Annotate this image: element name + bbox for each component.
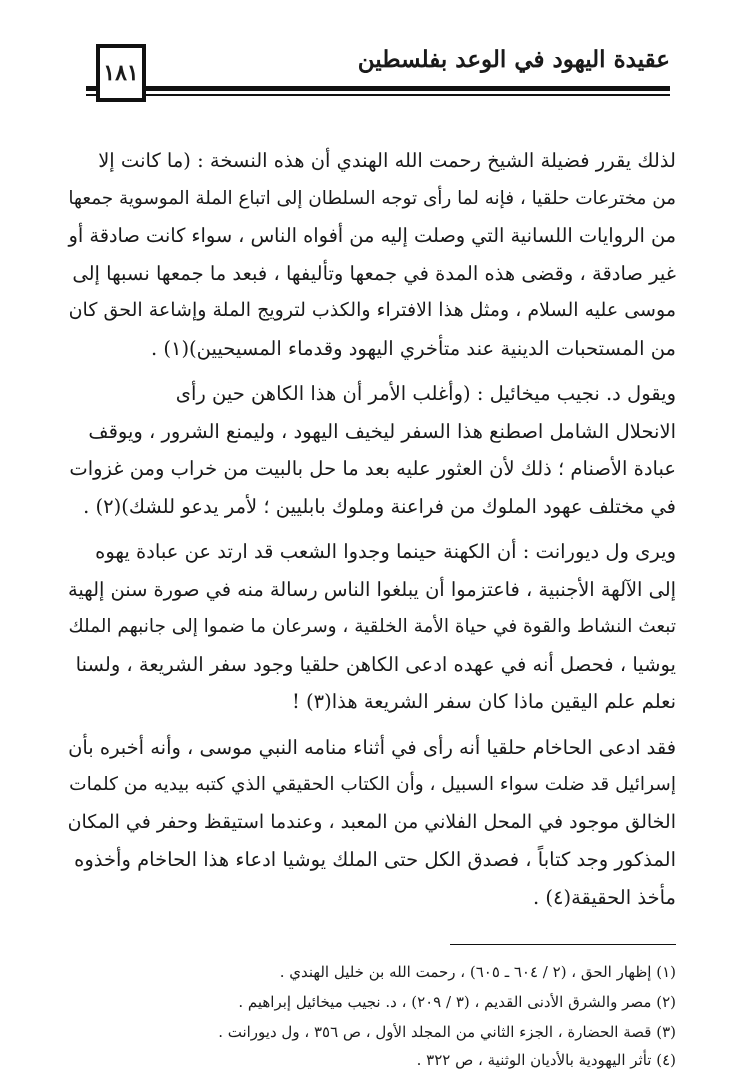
page-number: ١٨١ (96, 44, 146, 102)
paragraph (68, 729, 676, 917)
text-line: من مخترعات حلقيا ، فإنه لما رأى توجه السلطان إلى اتباع الملة الموسوية جمعها (68, 187, 676, 209)
paragraph (68, 533, 676, 721)
paragraph (68, 142, 676, 367)
footnote: (٣) قصة الحضارة ، الجزء الثاني من المجلد الأول ، ص ٣٥٦ ، ول ديورانت . (218, 1023, 676, 1041)
header-rule-thin (86, 94, 670, 96)
paragraph (68, 375, 676, 525)
main-text (68, 142, 676, 924)
text-line: ويرى ول ديورانت : أن الكهنة حينما وجدوا الشعب قد ارتد عن عبادة يهوه (95, 540, 676, 563)
footnote: (١) إظهار الحق ، (٢ / ٦٠٤ ـ ٦٠٥) ، رحمت الله بن خليل الهندي . (279, 963, 676, 981)
text-line: إسرائيل قد ضلت سواء السبيل ، وأن الكتاب الحقيقي الذي كتبه بيديه من كلمات (69, 774, 676, 795)
footnote: (٤) تأثر اليهودية بالأديان الوثنية ، ص ٣٢٢ . (416, 1051, 676, 1069)
text-line: يوشيا ، فحصل أنه في عهده ادعى الكاهن حلقيا وجود سفر الشريعة ، ولسنا (75, 652, 676, 676)
text-line: من المستحبات الدينية عند متأخري اليهود وقدماء المسيحيين)(١) . (150, 336, 676, 360)
text-line: تبعث النشاط والقوة في حياة الأمة الخلقية ، وسرعان ما ضموا إلى جانبهم الملك (68, 616, 676, 637)
text-line: مأخذ الحقيقة(٤) . (533, 885, 676, 909)
text-line: المذكور وجد كتاباً ، فصدق الكل حتى الملك يوشيا ادعاء هذا الحاخام وأخذوه (74, 848, 676, 871)
text-line: غير صادقة ، وقضى هذه المدة في جمعها وتأليفها ، فبعد ما جمعها نسبها إلى (72, 261, 676, 285)
running-header (86, 44, 670, 104)
text-line: ويقول د. نجيب ميخائيل : (وأغلب الأمر أن هذا الكاهن حين رأى (175, 382, 676, 405)
text-line: عبادة الأصنام ؛ ذلك لأن العثور عليه بعد ما حل بالبيت من خراب ومن غزوات (69, 457, 676, 480)
text-line: نعلم علم اليقين ماذا كان سفر الشريعة هذا(٣) ! (291, 690, 676, 713)
text-line: لذلك يقرر فضيلة الشيخ رحمت الله الهندي أن هذه النسخة : (ما كانت إلا (98, 149, 676, 172)
footnote-separator (450, 944, 676, 945)
footnote: (٢) مصر والشرق الأدنى القديم ، (٣ / ٢٠٩) ، د. نجيب ميخائيل إبراهيم . (238, 993, 676, 1011)
header-rule-thick (86, 86, 670, 91)
text-line: الانحلال الشامل اصطنع هذا السفر ليخيف اليهود ، وليمنع الشرور ، ويوقف (88, 419, 676, 443)
text-line: إلى الآلهة الأجنبية ، فاعتزموا أن يبلغوا الناس رسالة منه في صورة سنن إلهية (67, 577, 676, 601)
text-line: موسى عليه السلام ، ومثل هذا الافتراء والكذب لترويج الملة وإشاعة الحق كان (68, 299, 676, 321)
text-line: فقد ادعى الحاخام حلقيا أنه رأى في أثناء منامه النبي موسى ، وأنه أخبره بأن (68, 735, 676, 759)
text-line: الخالق موجود في المحل الفلاني من المعبد ، وعندما استيقظ وحفر في المكان (67, 810, 676, 833)
text-line: من الروايات اللسانية التي وصلت إليه من أفواه الناس ، سواء كانت صادقة أو (68, 224, 676, 247)
text-line: في مختلف عهود الملوك من فراعنة وملوك بابليين ؛ لأمر يدعو للشك)(٢) . (83, 494, 676, 518)
book-title: عقيدة اليهود في الوعد بفلسطين (357, 46, 670, 73)
